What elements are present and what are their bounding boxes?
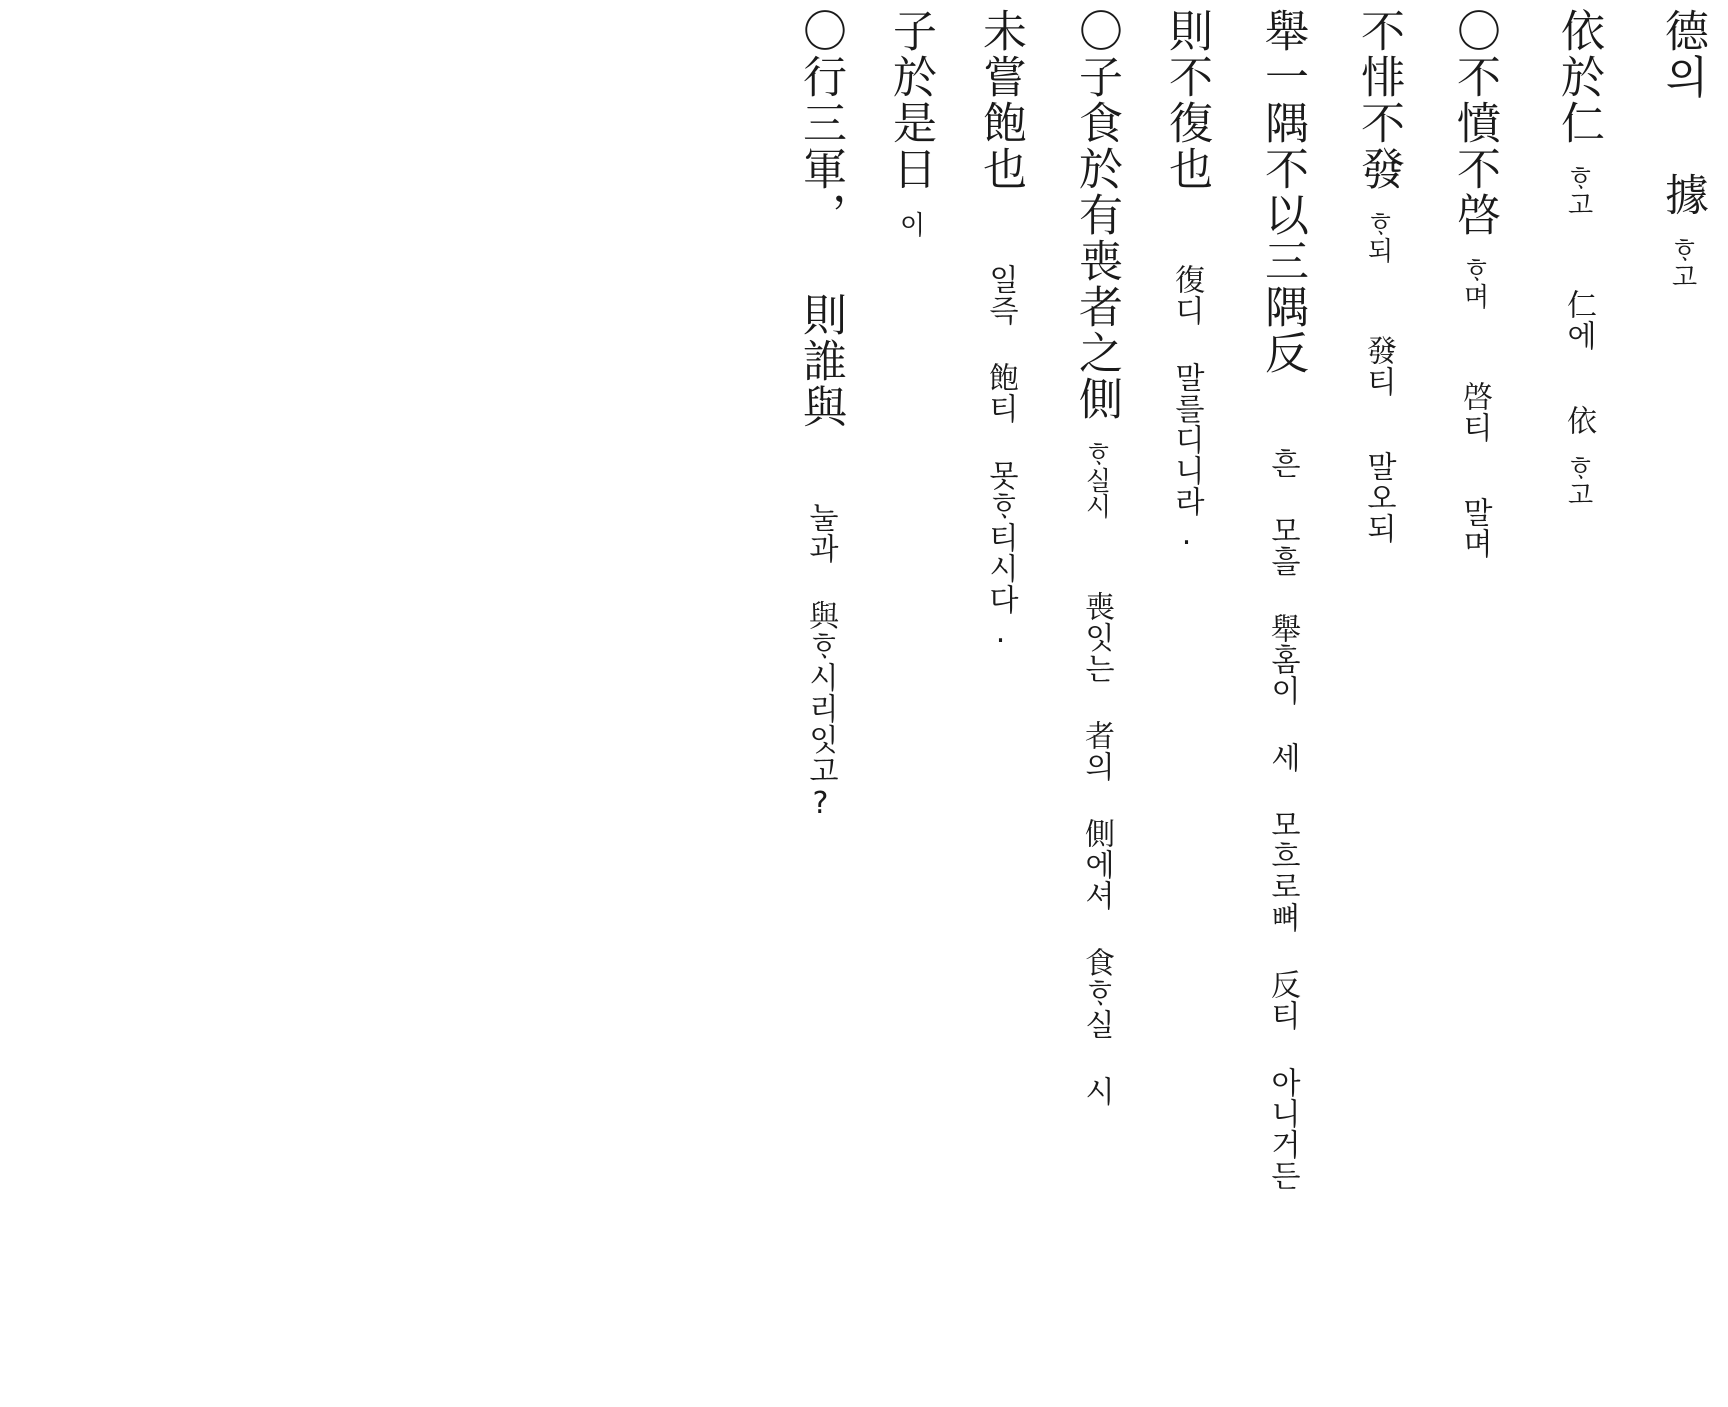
hanja-run: 德의 [1657, 8, 1708, 100]
hanja-run: 〇不憤不啓 [1449, 8, 1500, 238]
hanja-run: 未嘗飽也 [975, 8, 1026, 192]
hanja-run: 據 [1657, 172, 1708, 218]
hangul-gloss: 啓티 [1457, 381, 1492, 443]
hanja-run: 不悱不發 [1353, 8, 1404, 192]
text-column-2 [1496, 8, 1604, 1388]
hanja-run: 子於是日 [885, 8, 936, 192]
hangul-gloss: 復디 말를디니라. [1169, 264, 1204, 553]
hanja-run: 則不復也 [1161, 8, 1212, 192]
hangul-gloss: 依 [1561, 405, 1596, 436]
text-column-3 [1400, 8, 1500, 1388]
text-column-1 [1600, 8, 1708, 1388]
hangul-gloss: 仁에 [1561, 289, 1596, 351]
hangul-gloss: 눌과 與ᄒᆞ시리잇고? [803, 502, 838, 822]
hangul-gloss: 發티 [1361, 335, 1396, 397]
kugyol-mark: ᄒᆞ고 [1563, 455, 1593, 507]
hangul-gloss: 말며 [1457, 497, 1492, 559]
hanja-run: 則誰與 [795, 292, 846, 430]
hanja-run: 舉一隅不以三隅反 [1257, 8, 1308, 376]
hangul-gloss: 흔 모흘 舉홈이 세 모흐로뼈 反티 아니거든 [1265, 448, 1300, 1191]
text-column-6 [1118, 8, 1212, 1388]
hangul-gloss: 말오되 [1361, 451, 1396, 544]
kugyol-mark: ᄒᆞ고 [1667, 237, 1697, 289]
text-column-7 [1022, 8, 1122, 1388]
hanja-run: 〇行三軍， [795, 8, 846, 238]
hanja-run: 依於仁 [1553, 8, 1604, 146]
kugyol-mark: 이 [895, 211, 925, 237]
kugyol-mark: ᄒᆞ되 [1363, 211, 1393, 263]
kugyol-mark: ᄒᆞ며 [1459, 257, 1489, 309]
hangul-gloss: 喪잇는 者의 側에셔 食ᄒᆞ실 시 [1079, 591, 1114, 1107]
text-column-8 [932, 8, 1026, 1388]
kugyol-mark: ᄒᆞ실시 [1081, 441, 1111, 519]
text-column-5 [1208, 8, 1308, 1388]
hangul-gloss: 일즉 飽티 못ᄒᆞ티시다. [983, 264, 1018, 651]
kugyol-mark: ᄒᆞ고 [1563, 165, 1593, 217]
text-column-4 [1304, 8, 1404, 1388]
text-column-9 [842, 8, 936, 1388]
hanja-run: 〇子食於有喪者之側 [1071, 8, 1122, 422]
text-column-10 [752, 8, 846, 1388]
vertical-text-columns [752, 8, 1708, 1388]
